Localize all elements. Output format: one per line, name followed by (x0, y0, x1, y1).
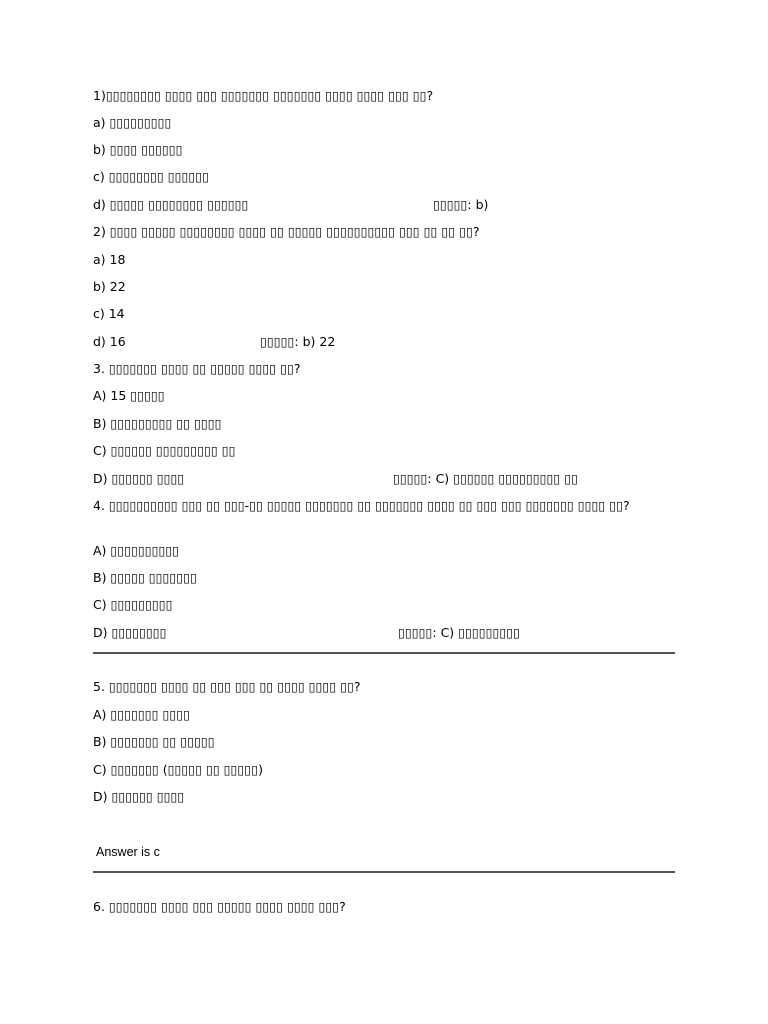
question-3-option-c: C) ▯▯▯▯▯▯ ▯▯▯▯▯▯▯▯▯ ▯▯ (93, 443, 236, 458)
question-2-option-a: a) 18 (93, 252, 126, 267)
question-4-answer: ▯▯▯▯▯: C) ▯▯▯▯▯▯▯▯▯ (398, 625, 521, 640)
question-5-text: 5. ▯▯▯▯▯▯▯ ▯▯▯▯ ▯▯ ▯▯▯ ▯▯▯ ▯▯ ▯▯▯▯ ▯▯▯▯ ▯▯? (93, 679, 361, 694)
question-6-text: 6. ▯▯▯▯▯▯▯ ▯▯▯▯ ▯▯▯ ▯▯▯▯▯ ▯▯▯▯ ▯▯▯▯ ▯▯▯? (93, 899, 346, 914)
question-5-option-b: B) ▯▯▯▯▯▯▯ ▯▯ ▯▯▯▯▯ (93, 734, 215, 749)
divider-1 (93, 652, 675, 654)
question-2-option-c: c) 14 (93, 306, 125, 321)
question-1-answer: ▯▯▯▯▯: b) (433, 197, 489, 212)
question-5-option-c: C) ▯▯▯▯▯▯▯ (▯▯▯▯▯ ▯▯ ▯▯▯▯▯) (93, 762, 263, 777)
question-3-option-d: D) ▯▯▯▯▯▯ ▯▯▯▯ (93, 471, 185, 486)
question-4-option-b: B) ▯▯▯▯▯ ▯▯▯▯▯▯▯ (93, 570, 197, 585)
question-4-text: 4. ▯▯▯▯▯▯▯▯▯▯ ▯▯▯ ▯▯ ▯▯▯-▯▯ ▯▯▯▯▯ ▯▯▯▯▯▯▯ ▯▯ ▯▯▯▯▯▯▯ ▯▯▯▯ ▯▯ ▯▯▯ ▯▯▯ ▯▯▯▯▯▯▯ ▯▯▯▯ ▯▯? (93, 498, 630, 513)
question-4-option-a: A) ▯▯▯▯▯▯▯▯▯▯ (93, 543, 180, 558)
question-2-option-b: b) 22 (93, 279, 126, 294)
question-2-answer: ▯▯▯▯▯: b) 22 (260, 334, 336, 349)
question-3-option-b: B) ▯▯▯▯▯▯▯▯▯ ▯▯ ▯▯▯▯ (93, 416, 222, 431)
question-1-option-c: c) ▯▯▯▯▯▯▯▯ ▯▯▯▯▯▯ (93, 169, 209, 184)
question-2-text: 2) ▯▯▯▯ ▯▯▯▯▯ ▯▯▯▯▯▯▯▯ ▯▯▯▯ ▯▯ ▯▯▯▯▯ ▯▯▯▯▯▯▯▯▯▯ ▯▯▯ ▯▯ ▯▯ ▯▯? (93, 224, 480, 239)
question-2-option-d: d) 16 (93, 334, 126, 349)
question-1-option-a: a) ▯▯▯▯▯▯▯▯▯ (93, 115, 172, 130)
question-3-option-a: A) 15 ▯▯▯▯▯ (93, 388, 165, 403)
question-5-option-d: D) ▯▯▯▯▯▯ ▯▯▯▯ (93, 789, 185, 804)
question-3-text: 3. ▯▯▯▯▯▯▯ ▯▯▯▯ ▯▯ ▯▯▯▯▯ ▯▯▯▯ ▯▯? (93, 361, 301, 376)
question-1-option-b: b) ▯▯▯▯ ▯▯▯▯▯▯ (93, 142, 183, 157)
divider-2 (93, 871, 675, 873)
question-1-option-d: d) ▯▯▯▯▯ ▯▯▯▯▯▯▯▯ ▯▯▯▯▯▯ (93, 197, 249, 212)
question-5-option-a: A) ▯▯▯▯▯▯▯ ▯▯▯▯ (93, 707, 191, 722)
question-1-text: 1)▯▯▯▯▯▯▯▯ ▯▯▯▯ ▯▯▯ ▯▯▯▯▯▯▯ ▯▯▯▯▯▯▯ ▯▯▯▯ ▯▯▯▯ ▯▯▯ ▯▯? (93, 88, 434, 103)
question-4-option-c: C) ▯▯▯▯▯▯▯▯▯ (93, 597, 173, 612)
question-3-answer: ▯▯▯▯▯: C) ▯▯▯▯▯▯ ▯▯▯▯▯▯▯▯▯ ▯▯ (393, 471, 579, 486)
question-4-option-d: D) ▯▯▯▯▯▯▯▯ (93, 625, 167, 640)
question-5-answer: Answer is c (96, 845, 160, 859)
